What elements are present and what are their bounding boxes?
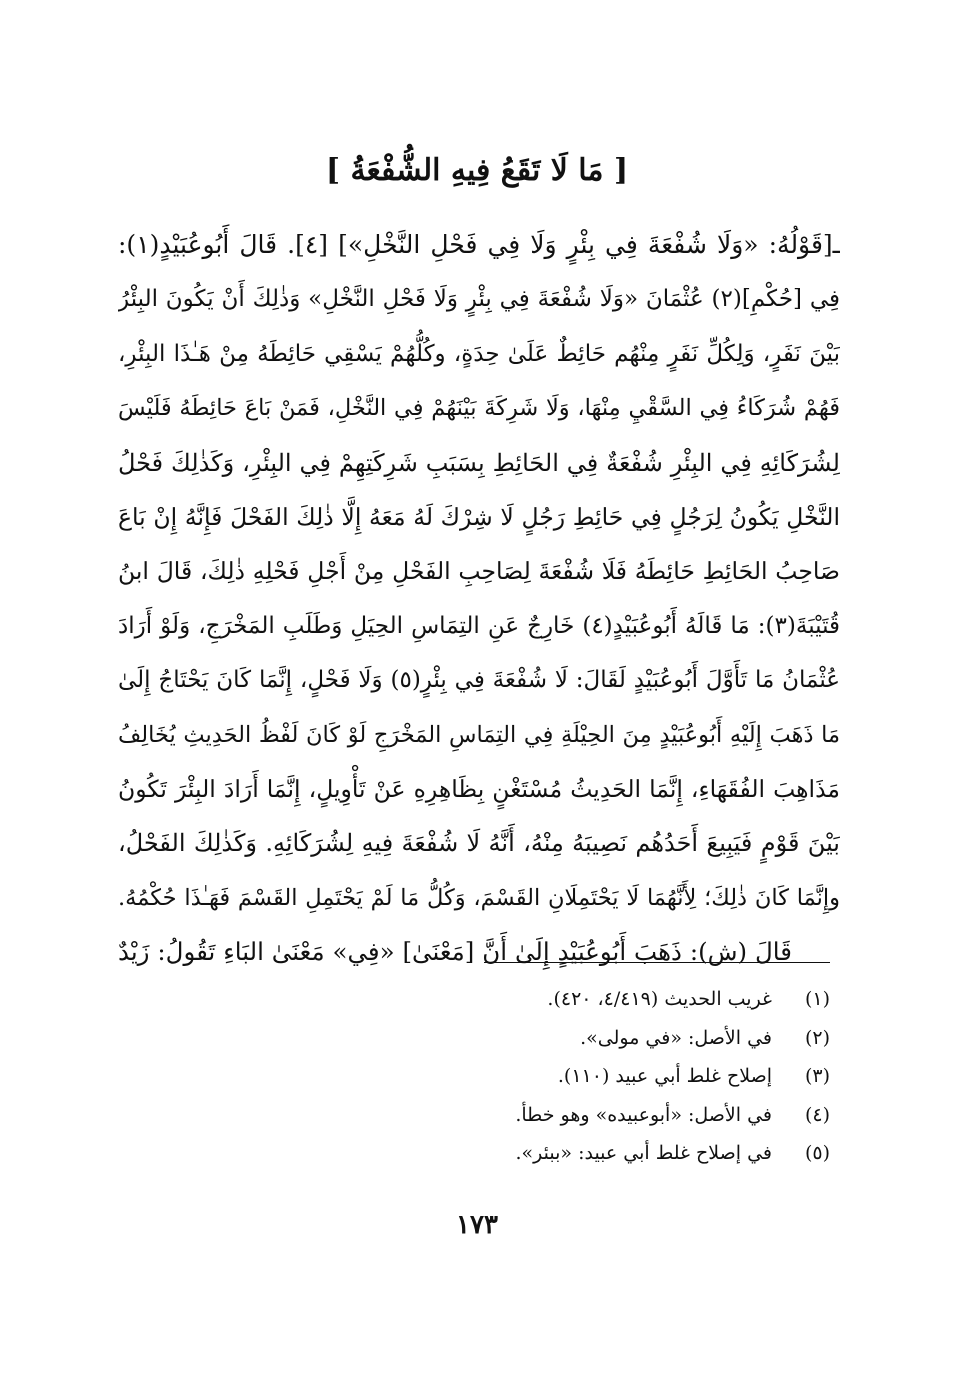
text-line: مَا ذَهَبَ إِلَيْهِ أَبُوعُبَيْدٍ مِنَ الحِيْلَةِ فِي التِمَاسِ المَخْرَجِ لَوْ كَانَ لَفْظُ الحَدِيثِ يُخَالِفُ (118, 721, 840, 748)
text-line: بَيْنَ نَفَرٍ، وَلِكُلِّ نَفَرٍ مِنْهُم حَائِطٌ عَلَىٰ حِدَةٍ، وكُلُّهُمْ يَسْقِي حَائِطَهُ مِنْ هَـٰذَا البِئْرِ، (118, 340, 840, 367)
footnote-number: (٣) (804, 1065, 830, 1088)
text-line: ـ[قَوْلُهُ: «وَلَا شُفْعَةَ فِي بِئْرٍ وَلَا فِي فَحْلِ النَّخْلِ»] [٤]. قَالَ أَبُوعُبَيْدٍ(١): (118, 230, 840, 259)
text-line: صَاحِبُ الحَائِطِ حَائِطَهُ فَلَا شُفْعَةَ لِصَاحِبِ الفَحْلِ مِنْ أَجْلِ فَحْلِهِ ذٰلِكَ، قَالَ ابنُ (118, 557, 840, 586)
text-line: لِشُرَكَائِهِ فِي البِئْرِ شُفْعَةٌ فِي الحَائِطِ بِسَبَبِ شَرِكَتِهِمْ فِي البِئْرِ، وَكَذٰلِكَ فَحْلُ (118, 448, 840, 477)
text-line: مَذَاهِبَ الفُقَهَاءِ، إِنَّمَا الحَدِيثُ مُسْتَغْنٍ بِظَاهِرِهِ عَنْ تَأْوِيلٍ، إِنَّمَا أَرَادَ البِئْرَ تَكُونُ (118, 774, 840, 803)
footnote-number: (٢) (804, 1026, 830, 1049)
footnote-text: في إصلاح غلط أبي عبيد: «ببئر». (515, 1142, 772, 1165)
section-heading: [ مَا لَا تَقَعُ فِيهِ الشُّفْعَةُ ] (325, 153, 629, 188)
text-line: بَيْنَ قَوْمٍ فَيَبِيعَ أَحَدُهُم نَصِيبَهُ مِنْهُ، أَنَّهُ لَا شُفْعَةَ فِيهِ لِشُرَكَائِهِ. وَكَذٰلِكَ الفَحْلُ، (118, 829, 840, 858)
footnote (330, 1057, 830, 1096)
footnote (330, 1134, 830, 1173)
text-line: وإِنَّمَا كَانَ ذٰلِكَ؛ لِأَنَّهُمَا لَا يَحْتَمِلَانِ القَسْمَ، وَكُلُّ مَا لَمْ يَحْتَمِلِ القَسْمَ فَهَـٰذَا حُكْمُهُ. (118, 884, 840, 911)
text-line: عُثْمَانُ مَا تَأَوَّلَ أَبُوعُبَيْدٍ لَقَالَ: لَا شُفْعَةَ فِي بِئْرٍ(٥) وَلَا فَحْلٍ، إِنَّمَا كَانَ يَحْتَاجُ إِلَىٰ (118, 667, 840, 694)
footnote-number: (١) (804, 988, 830, 1011)
body-text (118, 218, 840, 979)
footnote (330, 1019, 830, 1058)
footnote-text: في الأصل: «أبوعبيده» وهو خطأ. (515, 1103, 772, 1126)
footnotes-list (330, 980, 830, 1173)
footnote-text: إصلاح غلط أبي عبيد (١١٠). (557, 1065, 772, 1088)
text-line: قَالَ (ش): ذَهَبَ أَبُوعُبَيْدٍ إِلَىٰ أَنَّ [مَعْنَىٰ] «فِي» مَعْنَىٰ البَاءِ تَقُولُ: زَيْدٌ (118, 937, 792, 967)
page-number: ١٧٣ (456, 1210, 498, 1240)
text-line: فِي [حُكْمِ](٢) عُثْمَانَ «وَلَا شُفْعَةَ فِي بِئْرٍ وَلَا فَحْلِ النَّخْلِ» وَذٰلِكَ أَنْ يَكُونَ البِئْرُ (118, 286, 840, 313)
footnote (330, 980, 830, 1019)
footnote-separator (484, 962, 830, 963)
footnote-text: في الأصل: «في مولى». (580, 1026, 772, 1049)
footnote-number: (٤) (804, 1103, 830, 1126)
text-line: فَهُمْ شُرَكَاءُ فِي السَّقْيِ مِنْهَا، وَلَا شَرِكَةَ بَيْنَهُمْ فِي النَّخْلِ، فَمَنْ بَاعَ حَائِطَهُ فَلَيْسَ (118, 395, 840, 422)
footnote-number: (٥) (804, 1142, 830, 1165)
footnote (330, 1096, 830, 1135)
text-line: النَّخْلِ يَكُونُ لِرَجُلٍ فِي حَائِطِ رَجُلٍ لَا شِرْكَ لَهُ مَعَهُ إِلَّا ذٰلِكَ الفَحْلَ فَإِنَّهُ إِنْ بَاعَ (118, 502, 840, 531)
footnote-text: غريب الحديث (٤/٤١٩، ٤٢٠). (547, 988, 772, 1011)
text-line: قُتَيْبَةَ(٣): مَا قَالَهُ أَبُوعُبَيْدٍ(٤) خَارِجٌ عَنِ التِمَاسِ الحِيَلِ وَطَلَبِ المَخْرَجِ، وَلَوْ أَرَادَ (118, 612, 840, 639)
